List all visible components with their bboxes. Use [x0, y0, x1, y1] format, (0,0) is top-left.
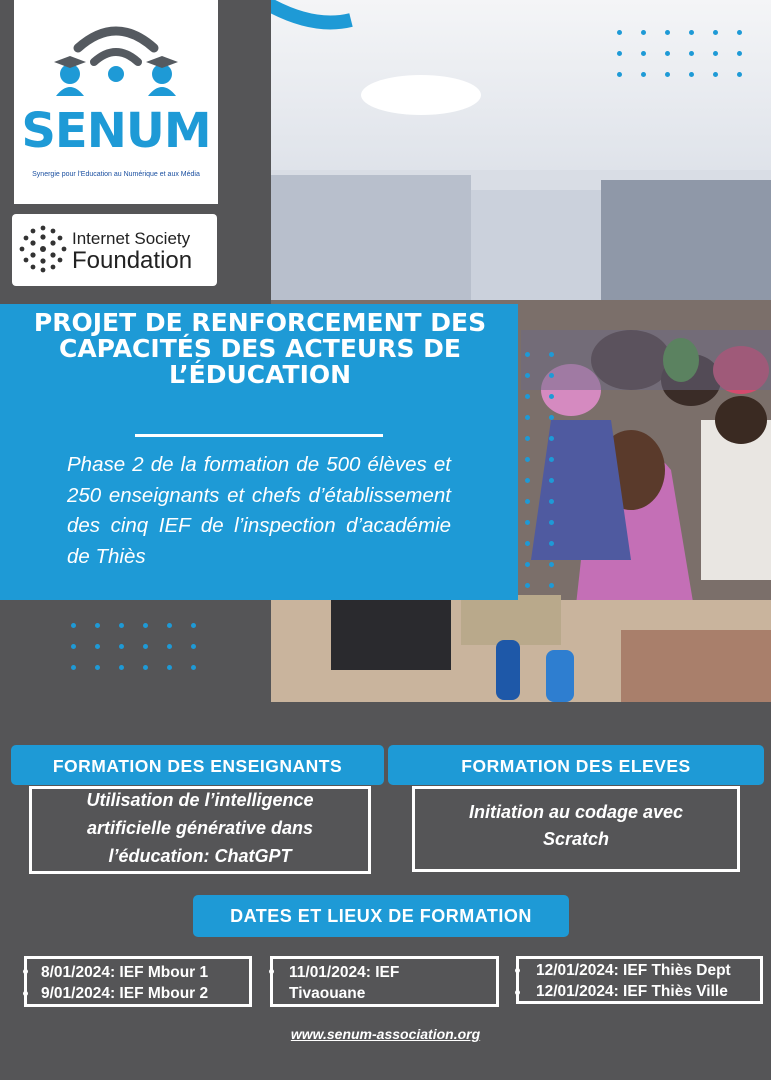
- project-title: PROJET DE RENFORCEMENT DES CAPACITÉS DES ACTEURS DE L’ÉDUCATION: [33, 308, 487, 389]
- teachers-topic-line1: Utilisation de l’intelligence: [86, 790, 314, 810]
- teachers-training-box: [29, 786, 371, 874]
- isoc-name: Internet Society: [72, 229, 191, 248]
- title-panel: [0, 304, 518, 600]
- decorative-dot-grid-photo: [525, 352, 554, 588]
- dates-box-mbour: [24, 956, 252, 1007]
- isoc-foundation-word: Foundation: [72, 247, 193, 274]
- teachers-topic-line3: l’éducation: ChatGPT: [108, 846, 292, 866]
- date-line: 9/01/2024: IEF Mbour 2: [41, 985, 209, 1002]
- students-topic-line1: Initiation au codage avec: [468, 802, 684, 822]
- isoc-foundation-logo: [12, 214, 217, 286]
- students-training-box: [412, 786, 740, 872]
- date-line: 12/01/2024: IEF Thiès Dept: [536, 962, 731, 979]
- bullet: [515, 968, 520, 973]
- teachers-training-header: FORMATION DES ENSEIGNANTS: [11, 745, 384, 785]
- senum-tagline: Synergie pour l’Education au Numérique et aux Média: [32, 171, 200, 178]
- teachers-topic-line2: artificielle générative dans: [86, 818, 314, 838]
- students-training-header: FORMATION DES ELEVES: [388, 745, 764, 785]
- date-line: Tivaouane: [289, 985, 366, 1002]
- senum-logo: [14, 0, 218, 204]
- title-divider: [135, 434, 383, 437]
- senum-wordmark: SENUM: [21, 103, 211, 159]
- project-subtitle: Phase 2 de la formation de 500 élèves et 250 enseignants et chefs d’établissement des cinq IEF de l’inspection d’académie de Thiès: [67, 453, 451, 568]
- bullet: [23, 991, 28, 996]
- bullet: [269, 969, 274, 974]
- decorative-dot-grid-left: [71, 623, 196, 670]
- date-line: 12/01/2024: IEF Thiès Ville: [536, 983, 728, 1000]
- dates-box-thies: [516, 956, 763, 1004]
- isoc-dots-icon: [18, 224, 68, 274]
- dates-box-tivaouane: [270, 956, 499, 1007]
- decorative-dot-grid-top: [617, 30, 742, 77]
- students-topic-line2: Scratch: [542, 829, 610, 849]
- dates-header: DATES ET LIEUX DE FORMATION: [193, 895, 569, 937]
- senum-wifi-icon: [48, 22, 184, 100]
- bullet: [23, 969, 28, 974]
- bullet: [515, 990, 520, 995]
- website-link[interactable]: www.senum-association.org: [290, 1026, 481, 1042]
- date-line: 8/01/2024: IEF Mbour 1: [41, 964, 209, 981]
- date-line: 11/01/2024: IEF: [289, 964, 400, 981]
